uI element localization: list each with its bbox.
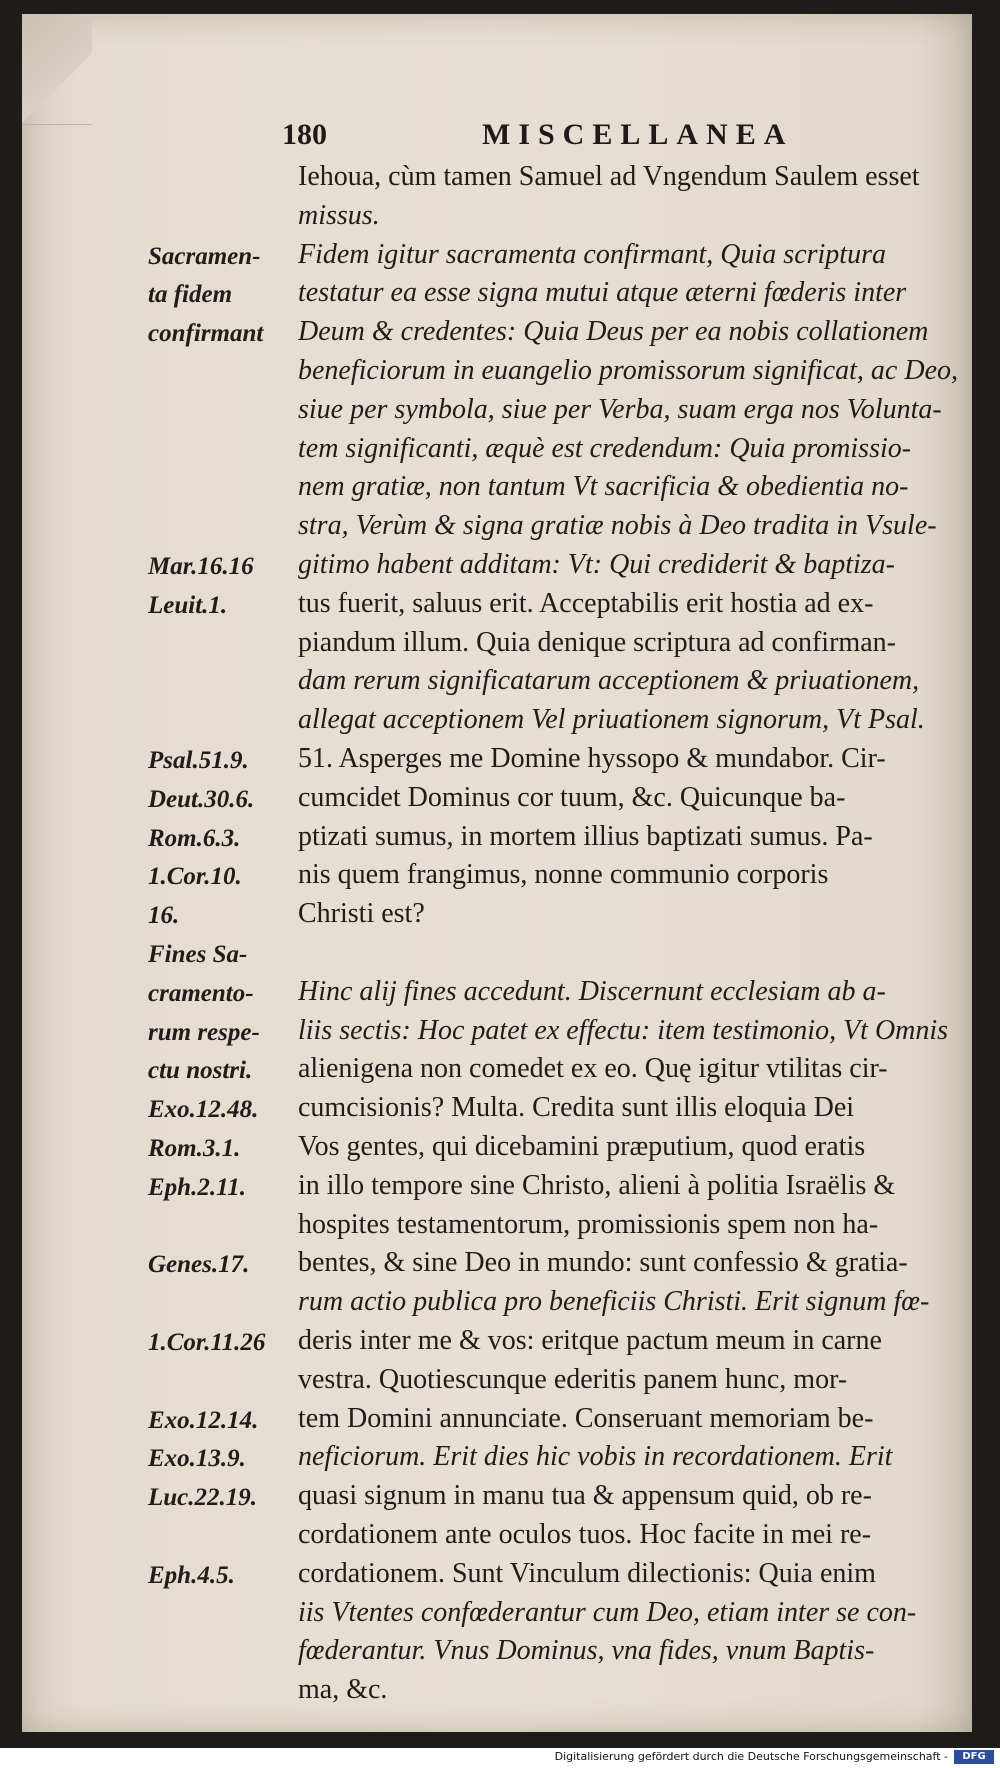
text-line: dam rerum significatarum acceptionem & priuationem, <box>298 665 920 697</box>
text-line: cordationem. Sunt Vinculum dilectionis: Quia enim <box>298 1557 876 1589</box>
margin-note: 1.Cor.11.26 <box>148 1329 266 1356</box>
page-number: 180 <box>282 118 327 151</box>
margin-note: Rom.3.1. <box>148 1135 241 1162</box>
margin-note: Eph.2.11. <box>148 1173 246 1201</box>
text-line: missus. <box>298 199 380 231</box>
text-line: 51. Asperges me Domine hyssopo & mundabor. Cir- <box>298 743 886 774</box>
text-line: tus fuerit, saluus erit. Acceptabilis erit hostia ad ex- <box>298 587 874 619</box>
text-line: iis Vtentes confœderantur cum Deo, etiam inter se con- <box>298 1596 917 1628</box>
text-line: fœderantur. Vnus Dominus, vna fides, vnum Baptis- <box>298 1635 875 1667</box>
margin-note: rum respe- <box>148 1018 260 1046</box>
margin-note: ta fidem <box>148 281 233 309</box>
margin-note: ctu nostri. <box>148 1057 253 1085</box>
text-line: Iehoua, cùm tamen Samuel ad Vngendum Saulem esset <box>298 161 920 192</box>
text-line: Hinc alij fines accedunt. Discernunt ecclesiam ab a- <box>298 975 886 1007</box>
text-line: piandum illum. Quia denique scriptura ad confirman- <box>298 626 896 658</box>
running-head: MISCELLANEA <box>482 118 794 151</box>
text-line: hospites testamentorum, promissionis spem non ha- <box>298 1208 879 1240</box>
margin-note: Eph.4.5. <box>148 1561 235 1589</box>
text-line: allegat acceptionem Vel priuationem signorum, Vt Psal. <box>298 704 925 736</box>
text-line: vestra. Quotiescunque ederitis panem hunc, mor- <box>298 1363 848 1395</box>
text-line: testatur ea esse signa mutui atque æterni fœderis inter <box>298 277 907 309</box>
text-line: Vos gentes, qui dicebamini præputium, quod eratis <box>298 1131 866 1162</box>
text-line: Deum & credentes: Quia Deus per ea nobis collationem <box>298 316 929 348</box>
footer-credit: Digitalisierung gefördert durch die Deutsche Forschungsgemeinschaft - <box>554 1750 948 1763</box>
text-line: tem significanti, æquè est credendum: Quia promissio- <box>298 432 912 464</box>
folded-corner <box>22 14 92 125</box>
text-line: siue per symbola, siue per Verba, suam erga nos Volunta- <box>298 393 942 425</box>
margin-note: cramento- <box>148 979 254 1007</box>
text-line: nis quem frangimus, nonne communio corporis <box>298 859 829 891</box>
margin-note: Exo.13.9. <box>148 1445 246 1473</box>
margin-note: Deut.30.6. <box>148 785 255 813</box>
text-line: quasi signum in manu tua & appensum quid, ob re- <box>298 1480 872 1512</box>
margin-note: Psal.51.9. <box>148 747 249 774</box>
margin-note: 1.Cor.10. <box>148 863 242 891</box>
margin-note: Genes.17. <box>148 1251 250 1279</box>
text-line: stra, Verùm & signa gratiæ nobis à Deo tradita in Vsule- <box>298 510 937 542</box>
text-line: neficiorum. Erit dies hic vobis in recordationem. Erit <box>298 1441 893 1473</box>
text-line: gitimo habent additam: Vt: Qui crediderit & baptiza- <box>298 549 896 580</box>
margin-note: 16. <box>148 902 180 930</box>
text-line: alienigena non comedet ex eo. Quę igitur vtilitas cir- <box>298 1053 888 1085</box>
text-line: beneficiorum in euangelio promissorum significat, ac Deo, <box>298 355 958 386</box>
text-line: cumcidet Dominus cor tuum, &c. Quicunque ba- <box>298 781 846 813</box>
text-line: Christi est? <box>298 898 425 930</box>
text-line: deris inter me & vos: eritque pactum meum in carne <box>298 1325 882 1356</box>
margin-note: Fines Sa- <box>148 941 248 968</box>
text-line: ptizati sumus, in mortem illius baptizati sumus. Pa- <box>298 820 873 852</box>
margin-note: confirmant <box>148 320 264 348</box>
margin-note: Rom.6.3. <box>148 824 241 852</box>
text-line: tem Domini annunciate. Conseruant memoriam be- <box>298 1402 874 1434</box>
text-line: cumcisionis? Multa. Credita sunt illis eloquia Dei <box>298 1092 855 1124</box>
text-line: liis sectis: Hoc patet ex effectu: item testimonio, Vt Omnis <box>298 1014 949 1046</box>
margin-note: Mar.16.16 <box>148 553 254 580</box>
margin-note: Leuit.1. <box>148 591 228 619</box>
dfg-logo: DFG <box>954 1750 994 1764</box>
text-line: bentes, & sine Deo in mundo: sunt confessio & gratia- <box>298 1247 908 1279</box>
margin-note: Luc.22.19. <box>148 1484 258 1512</box>
text-line: ma, &c. <box>298 1674 388 1706</box>
margin-note: Sacramen- <box>148 242 261 270</box>
text-line: in illo tempore sine Christo, alieni à politia Israëlis & <box>298 1169 896 1201</box>
page-header <box>282 118 972 158</box>
margin-note: Exo.12.14. <box>148 1406 259 1434</box>
text-line: cordationem ante oculos tuos. Hoc facite in mei re- <box>298 1519 872 1550</box>
text-line: rum actio publica pro beneficiis Christi. Erit signum fœ- <box>298 1286 930 1318</box>
text-line: nem gratiæ, non tantum Vt sacrificia & obedientia no- <box>298 471 909 503</box>
margin-note: Exo.12.48. <box>148 1096 259 1124</box>
text-line: Fidem igitur sacramenta confirmant, Quia scriptura <box>298 238 886 270</box>
